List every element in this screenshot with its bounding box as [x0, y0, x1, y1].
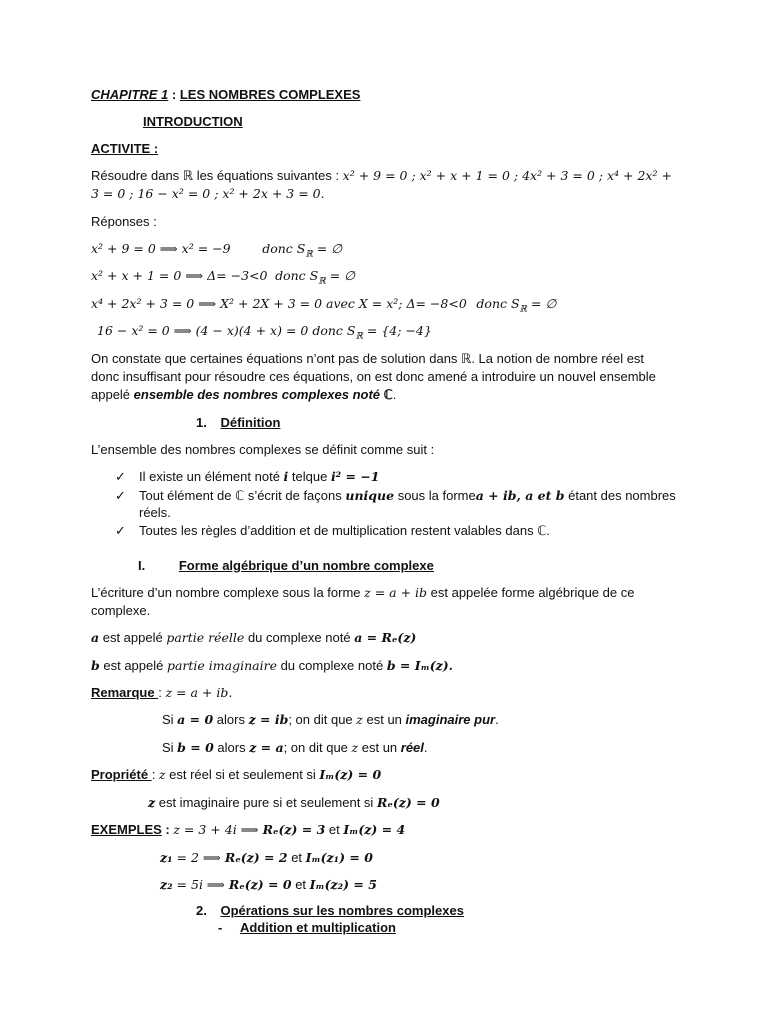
math: a = 0: [177, 712, 214, 727]
activite-label: ACTIVITE :: [91, 141, 159, 156]
section-number: I.: [138, 558, 146, 573]
math: z = a + ib.: [165, 685, 233, 700]
remarque-label: Remarque: [91, 685, 159, 700]
text: Si: [162, 712, 178, 727]
reponse-4: [97, 322, 432, 346]
empty-set: = ∅: [527, 296, 557, 311]
math: z: [158, 767, 166, 782]
text: est un: [362, 712, 406, 727]
math: Iₘ(z₂) = 5: [309, 877, 377, 892]
text: les équations suivantes :: [193, 168, 343, 183]
forme-line-1: [91, 584, 634, 601]
operations-heading: [196, 902, 464, 919]
math: Iₘ(z) = 0: [319, 767, 382, 782]
text: :: [161, 822, 174, 837]
text: Si: [162, 740, 178, 755]
text: est réel si et seulement si: [165, 767, 320, 782]
text: du complexe noté: [276, 658, 387, 673]
activite-equations-2: 3 = 0 ; 16 − x² = 0 ; x² + 2x + 3 = 0.: [91, 186, 325, 201]
operations-subheading: [218, 919, 396, 936]
section-number: 1.: [196, 415, 207, 430]
empty-set: = ∅: [312, 241, 343, 256]
constat-line-2: donc insuffisant pour résoudre ces équations, on est donc amené a introduire un nouvel ensemble: [91, 369, 656, 384]
section-title: Définition: [220, 415, 281, 430]
propriete-line-1: [91, 766, 381, 783]
definition-bullet-2-cont: réels.: [139, 505, 171, 520]
math: z = a: [249, 740, 284, 755]
text: On constate que certaines équations n’ont pas de solution dans: [91, 351, 462, 366]
chapter-sep: :: [168, 87, 180, 102]
definition-intro: L’ensemble des nombres complexes se définit comme suit :: [91, 442, 435, 457]
chapter-heading: [91, 86, 360, 103]
check-icon: ✓: [115, 488, 126, 503]
math: a = Rₑ(z): [354, 630, 417, 645]
math: z = 3 + 4i ⟹: [173, 822, 263, 837]
definition-bullet-1: [115, 468, 380, 485]
subscript: ℝ: [355, 331, 363, 342]
math: z = a + ib: [364, 585, 428, 600]
text: est appelé: [99, 658, 167, 673]
solution-set: donc S: [275, 268, 319, 283]
equation: x² + x + 1 = 0 ⟹ Δ= −3<0: [91, 268, 268, 283]
exemple-2: [160, 849, 373, 866]
text: Il existe un élément noté: [139, 469, 284, 484]
text: et: [325, 822, 344, 837]
emphasis: ensemble des nombres complexes noté: [133, 387, 384, 402]
text: .: [495, 712, 499, 727]
complex-symbol: ℂ: [537, 523, 547, 538]
math: b: [91, 658, 100, 673]
math: z₁: [160, 850, 173, 865]
equation: 16 − x² = 0 ⟹ (4 − x)(4 + x) = 0 donc S: [97, 323, 356, 338]
math: z: [351, 740, 359, 755]
equation: x² + 9 = 0 ⟹ x² = −9: [91, 241, 231, 256]
text: est un: [358, 740, 401, 755]
remarque-line: [91, 684, 232, 701]
text: ; on dit que: [288, 712, 357, 727]
definition-bullet-3: [115, 522, 550, 539]
exemple-3: [160, 876, 377, 893]
solution-set: donc S: [262, 241, 306, 256]
propriete-label: Propriété: [91, 767, 152, 782]
text: est appelée forme algébrique de ce: [427, 585, 635, 600]
math: Rₑ(z) = 3: [262, 822, 326, 837]
partie-imaginaire-line: [91, 657, 453, 674]
complex-symbol: ℂ: [383, 387, 393, 402]
subscript: ℝ: [305, 249, 313, 260]
check-icon: ✓: [115, 523, 126, 538]
math: Rₑ(z) = 0: [228, 877, 292, 892]
reponses-label: Réponses :: [91, 214, 157, 229]
section-title: Forme algébrique d’un nombre complexe: [178, 558, 434, 573]
section-number: 2.: [196, 903, 207, 918]
text: telque: [288, 469, 331, 484]
math: a + ib, a et b: [475, 488, 565, 503]
math: = 2 ⟹: [172, 850, 225, 865]
definition-heading: [196, 414, 280, 431]
empty-set: = ∅: [325, 268, 356, 283]
math: i: [283, 469, 289, 484]
text: et: [291, 877, 310, 892]
math: Iₘ(z) = 4: [343, 822, 406, 837]
dash: -: [218, 920, 223, 935]
section-title: Opérations sur les nombres complexes: [220, 903, 464, 918]
reponse-3: [91, 295, 556, 319]
text: et: [287, 850, 306, 865]
text: alors: [213, 712, 249, 727]
text: .: [392, 387, 397, 402]
constat-line-3: [91, 386, 396, 403]
text: .: [423, 740, 428, 755]
text: . La notion de nombre réel est: [471, 351, 645, 366]
text: :: [151, 767, 159, 782]
subscript: ℝ: [519, 304, 528, 315]
math: partie réelle: [166, 630, 245, 645]
math: b = Iₘ(z).: [386, 658, 453, 673]
equations: x² + 9 = 0 ; x² + x + 1 = 0 ; 4x² + 3 = 0 ; x⁴ + 2x² +: [342, 168, 672, 183]
math: b = 0: [177, 740, 214, 755]
text: ; on dit que: [283, 740, 352, 755]
forme-line-2: complexe.: [91, 603, 151, 618]
text: L’écriture d’un nombre complexe sous la forme: [91, 585, 365, 600]
reals-symbol: ℝ: [461, 351, 472, 366]
math: i² = −1: [330, 469, 380, 484]
chapter-title: LES NOMBRES COMPLEXES: [179, 87, 361, 102]
text: Résoudre dans: [91, 168, 183, 183]
math: Rₑ(z) = 2: [224, 850, 288, 865]
text: :: [158, 685, 166, 700]
reals-symbol: ℝ: [182, 168, 194, 183]
partie-reelle-line: [91, 629, 416, 646]
math: z: [148, 795, 156, 810]
subsection-title: Addition et multiplication: [239, 920, 396, 935]
propriete-line-2: [148, 794, 440, 811]
remarque-case-2: [162, 739, 428, 756]
math: z: [356, 712, 363, 727]
constat-line-1: [91, 350, 644, 367]
activite-prompt: [91, 167, 672, 184]
math: = 5i ⟹: [172, 877, 229, 892]
complex-symbol: ℂ: [235, 488, 245, 503]
chapter-number: CHAPITRE 1: [91, 87, 169, 102]
equation: x⁴ + 2x² + 3 = 0 ⟹ X² + 2X + 3 = 0 avec X = x²; Δ= −8<0: [91, 296, 467, 311]
math: Iₘ(z₁) = 0: [305, 850, 373, 865]
text: appelé: [91, 387, 134, 402]
reponse-1: [91, 240, 342, 264]
exemple-1: [91, 821, 405, 838]
text: sous la forme: [394, 488, 476, 503]
text: .: [546, 523, 550, 538]
text: Tout élément de: [139, 488, 236, 503]
emphasis: imaginaire pur: [405, 712, 496, 727]
check-icon: ✓: [115, 469, 126, 484]
math: Rₑ(z) = 0: [376, 795, 440, 810]
forme-heading: [138, 557, 434, 574]
text: est imaginaire pure si et seulement si: [155, 795, 377, 810]
definition-bullet-2: [115, 487, 676, 504]
text: étant des nombres: [564, 488, 676, 503]
exemples-label: EXEMPLES: [91, 822, 162, 837]
emphasis: réel: [400, 740, 424, 755]
text: s’écrit de façons: [244, 488, 346, 503]
text: alors: [213, 740, 250, 755]
introduction-heading: INTRODUCTION: [143, 114, 243, 129]
math: a: [91, 630, 100, 645]
math: unique: [345, 488, 395, 503]
reponse-2: [91, 267, 355, 291]
subscript: ℝ: [318, 276, 326, 287]
text: du complexe noté: [244, 630, 355, 645]
text: est appelé: [99, 630, 167, 645]
math: z₂: [160, 877, 173, 892]
remarque-case-1: [162, 711, 499, 728]
math: z = ib: [248, 712, 289, 727]
text: Toutes les règles d’addition et de multiplication restent valables dans: [139, 523, 538, 538]
solution-values: = {4; −4}: [362, 323, 432, 338]
math: partie imaginaire: [166, 658, 277, 673]
solution-set: donc S: [476, 296, 520, 311]
